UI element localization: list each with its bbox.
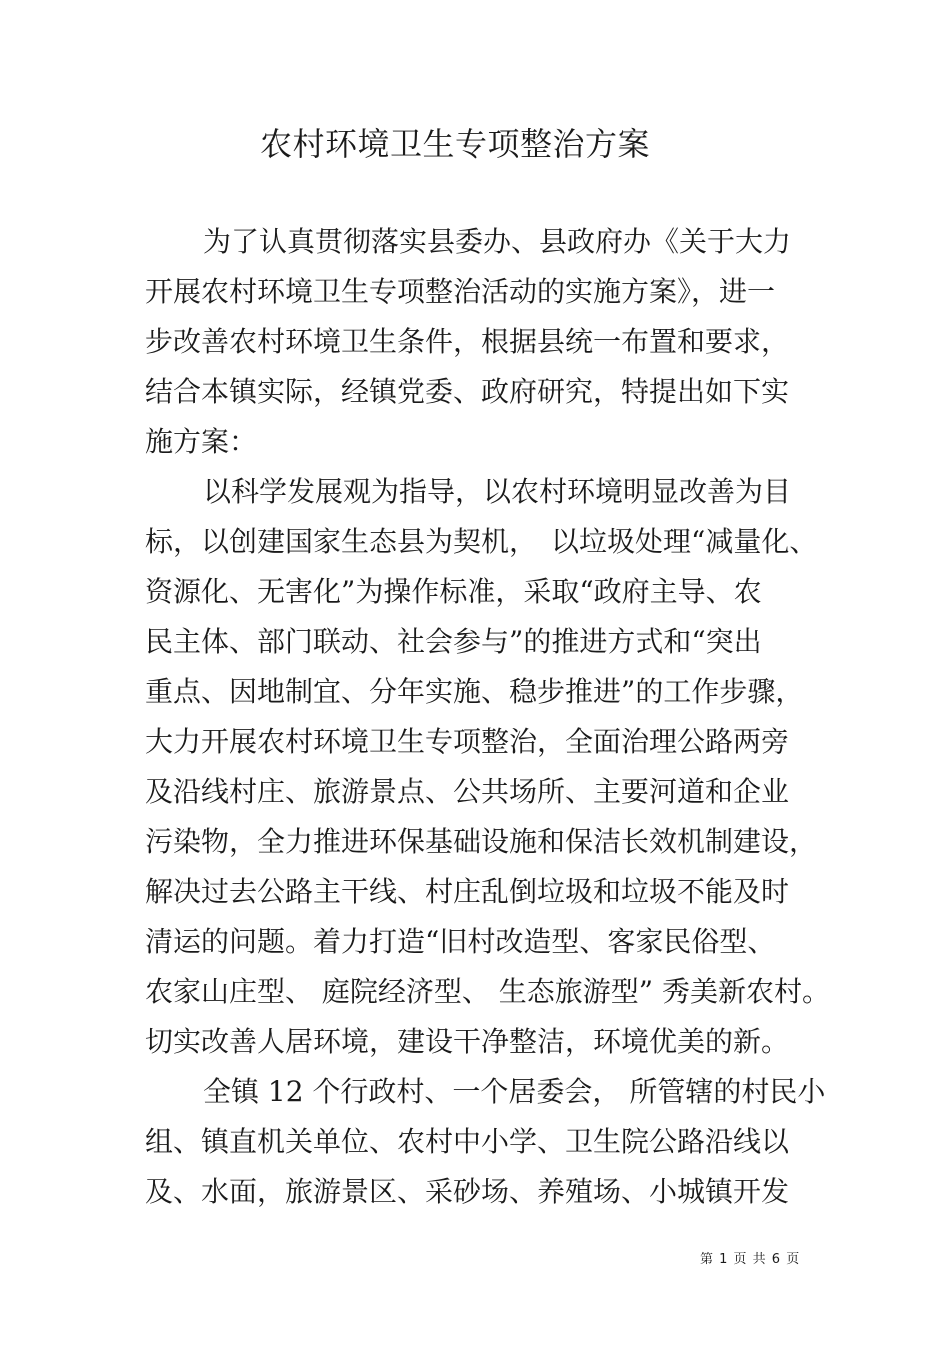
paragraph-line: 资源化、无害化”为操作标准，采取“政府主导、农 [145,575,762,608]
paragraph-line: 大力开展农村环境卫生专项整治，全面治理公路两旁 [145,725,790,758]
paragraph-line: 重点、因地制宜、分年实施、稳步推进”的工作步骤， [145,675,804,708]
paragraph-line: 农家山庄型、 庭院经济型、 生态旅游型” 秀美新农村。 [145,975,831,1008]
paragraph-line: 步改善农村环境卫生条件，根据县统一布置和要求， [145,325,790,358]
paragraph-line: 清运的问题。着力打造“旧村改造型、客家民俗型、 [145,925,776,958]
paragraph-line: 全镇 12 个行政村、一个居委会， 所管辖的村民小 [203,1075,826,1108]
document-title: 农村环境卫生专项整治方案 [259,125,650,163]
paragraph-line: 标，以创建国家生态县为契机， 以垃圾处理“减量化、 [145,525,818,558]
paragraph-line: 结合本镇实际，经镇党委、政府研究，特提出如下实 [145,375,790,408]
paragraph-line: 污染物，全力推进环保基础设施和保洁长效机制建设， [145,825,818,858]
paragraph-line: 解决过去公路主干线、村庄乱倒垃圾和垃圾不能及时 [145,875,790,908]
paragraph-line: 组、镇直机关单位、农村中小学、卫生院公路沿线以 [145,1125,790,1158]
paragraph-line: 以科学发展观为指导，以农村环境明显改善为目 [203,475,792,508]
paragraph-line: 为了认真贯彻落实县委办、县政府办《关于大力 [203,225,792,258]
paragraph-line: 及沿线村庄、旅游景点、公共场所、主要河道和企业 [145,775,790,808]
page-number-footer: 第 1 页 共 6 页 [700,1252,801,1267]
paragraph-line: 民主体、部门联动、社会参与”的推进方式和“突出 [145,625,762,658]
paragraph-line: 切实改善人居环境，建设干净整洁，环境优美的新。 [145,1025,790,1058]
paragraph-line: 及、水面，旅游景区、采砂场、养殖场、小城镇开发 [145,1175,790,1208]
paragraph-line: 开展农村环境卫生专项整治活动的实施方案》，进一 [145,275,776,308]
paragraph-line: 施方案： [145,425,258,458]
